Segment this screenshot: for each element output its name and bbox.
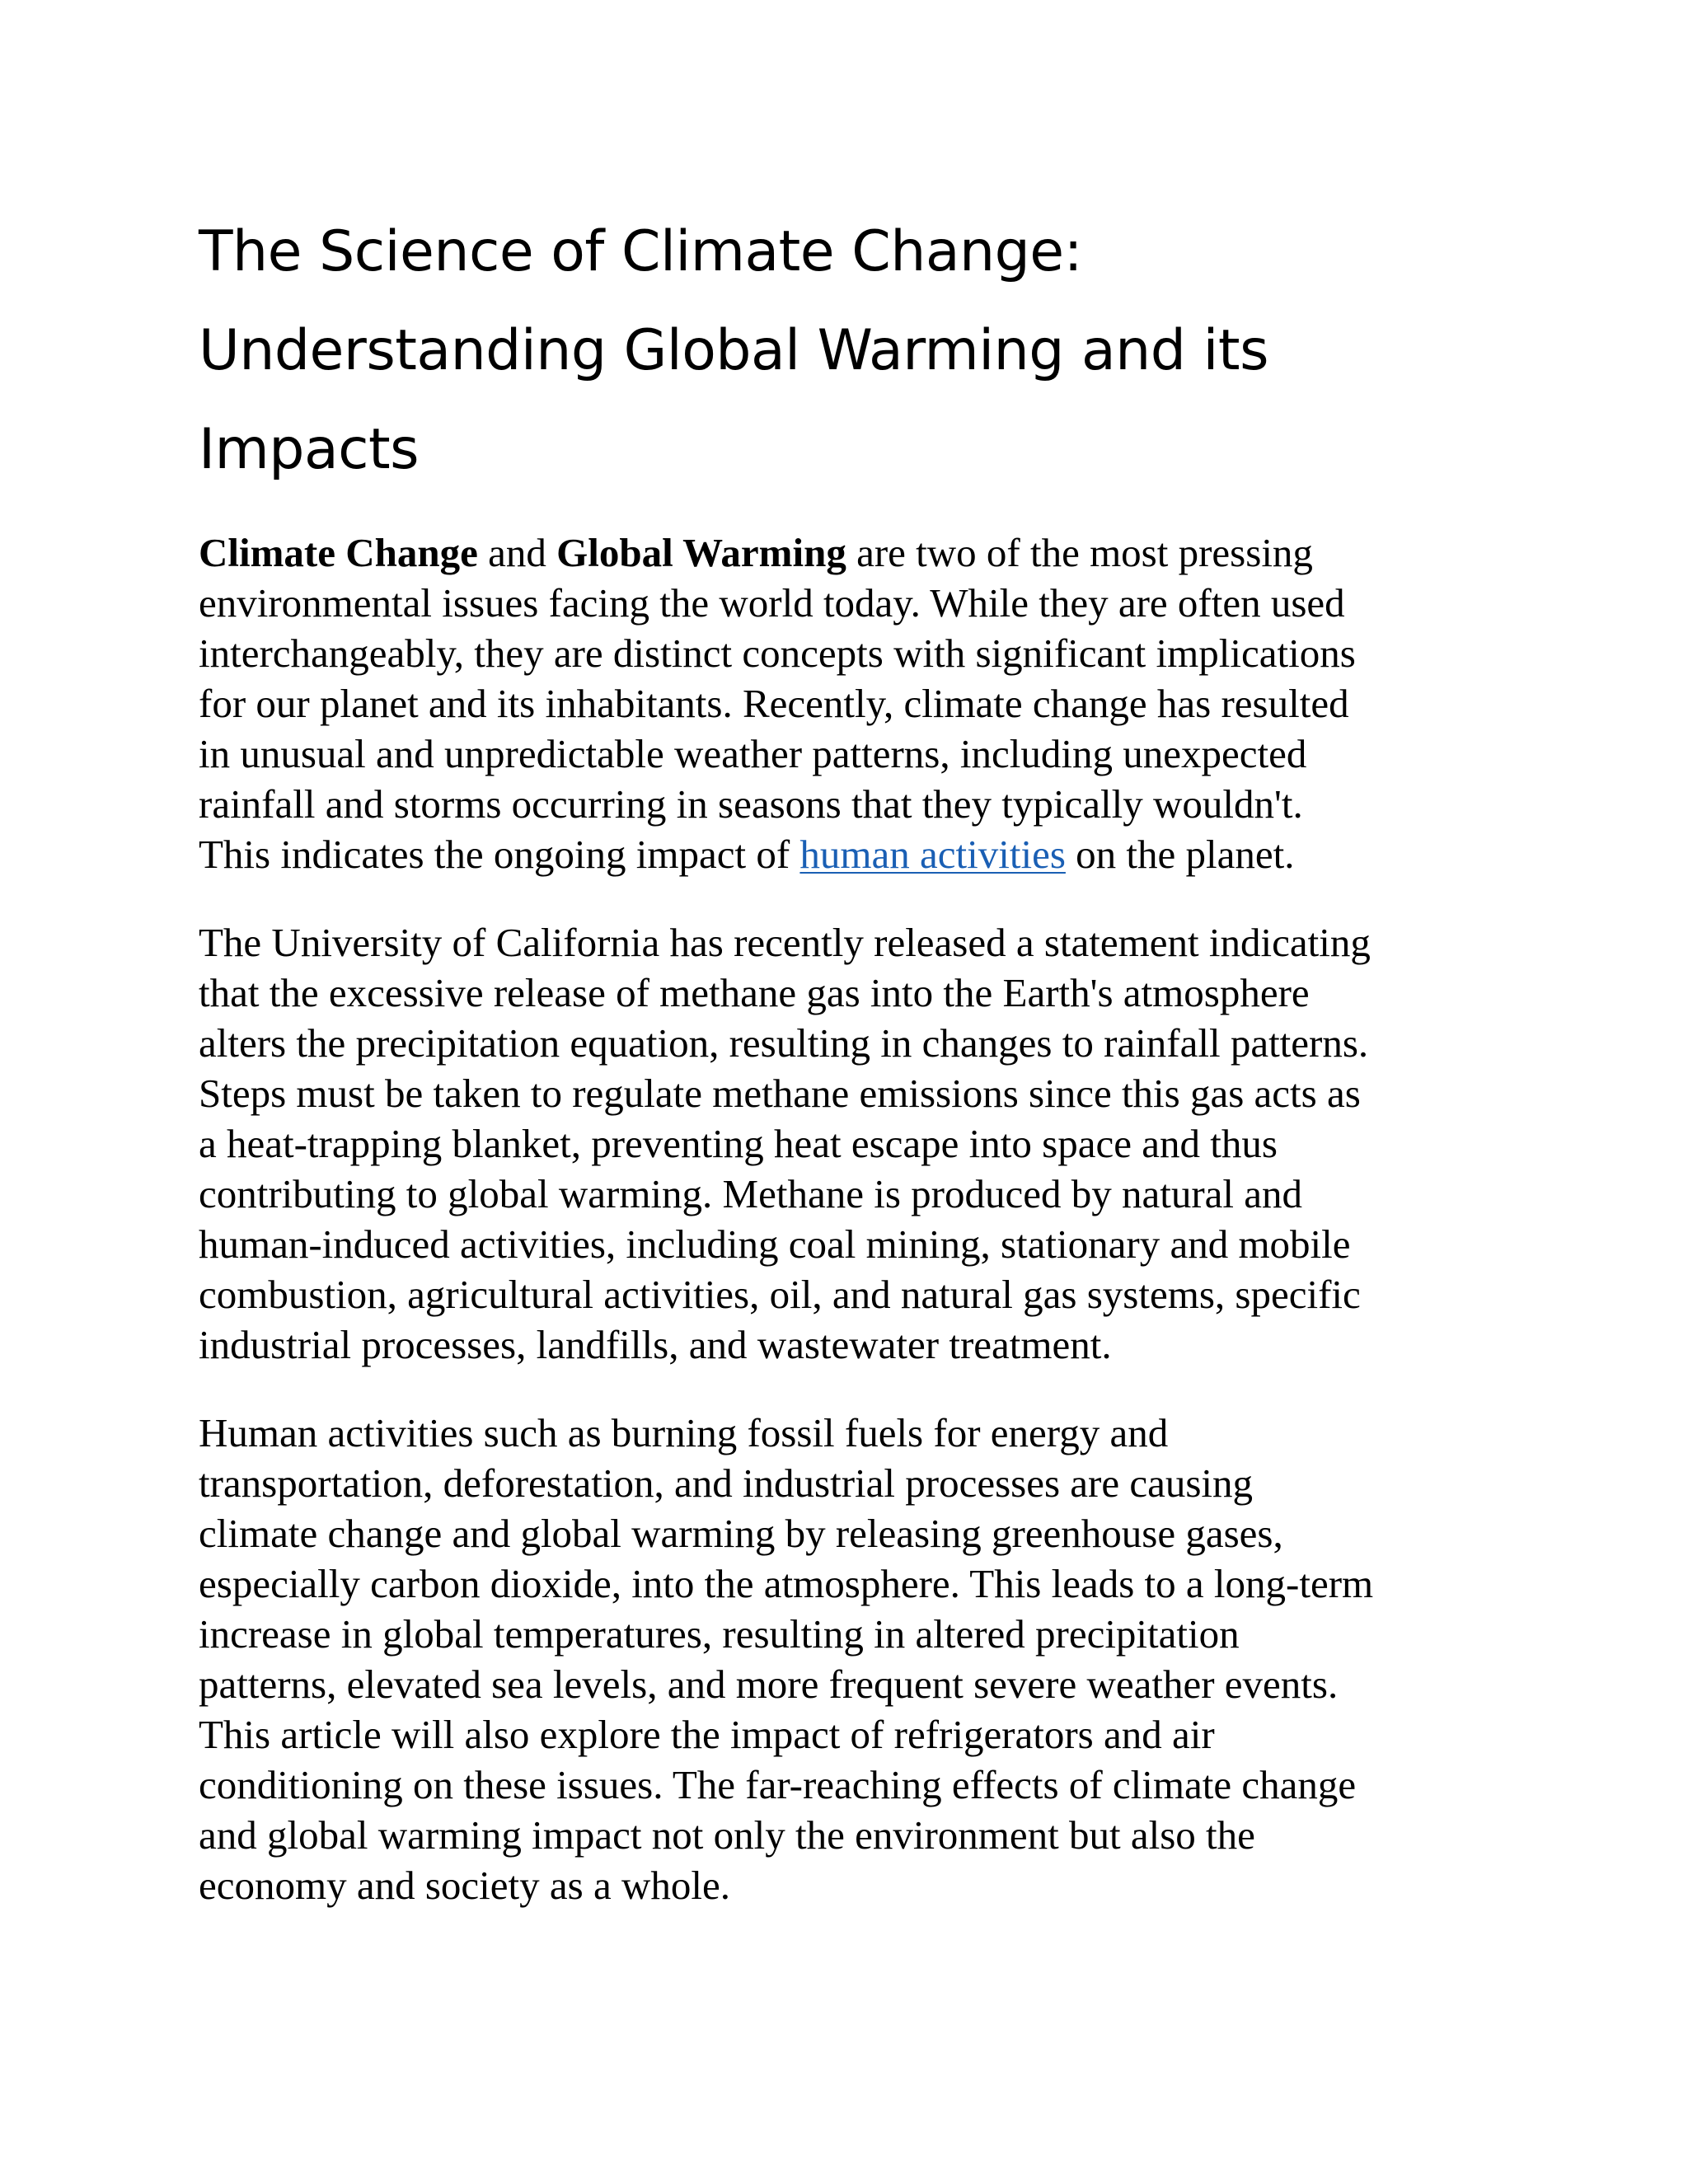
paragraph-line: patterns, elevated sea levels, and more frequent severe weather events. [199,1661,1339,1707]
paragraph-line: rainfall and storms occurring in seasons that they typically wouldn't. [199,781,1303,827]
paragraph-line [199,527,1501,578]
paragraph-line: that the excessive release of methane gas into the Earth's atmosphere [199,970,1310,1015]
paragraph-line: especially carbon dioxide, into the atmosphere. This leads to a long-term [199,1561,1374,1606]
term-global-warming: Global Warming [556,530,846,575]
paragraph-line: in unusual and unpredictable weather patterns, including unexpected [199,731,1307,776]
human-activities-link[interactable]: human activities [799,832,1066,877]
paragraph-line: human-induced activities, including coal mining, stationary and mobile [199,1221,1351,1267]
paragraph-line: interchangeably, they are distinct concepts with significant implications [199,630,1356,676]
paragraph-line: and global warming impact not only the environment but also the [199,1812,1255,1858]
paragraph-line: increase in global temperatures, resulting in altered precipitation [199,1611,1240,1657]
title-line: The Science of Climate Change: [199,219,1083,284]
paragraph-line: a heat-trapping blanket, preventing heat escape into space and thus [199,1121,1278,1166]
paragraph-line: The University of California has recently released a statement indicating [199,920,1371,965]
document-body [199,203,1501,1910]
line-suffix: on the planet. [1065,832,1295,877]
paragraph-line: combustion, agricultural activities, oil, and natural gas systems, specific [199,1272,1361,1317]
line-prefix: This indicates the ongoing impact of [199,832,800,877]
paragraph-line: industrial processes, landfills, and wastewater treatment. [199,1322,1112,1367]
paragraph-line: climate change and global warming by releasing greenhouse gases, [199,1511,1283,1556]
paragraph-line: This article will also explore the impact of refrigerators and air [199,1712,1215,1757]
intro-paragraph [199,527,1501,879]
paragraph-line: alters the precipitation equation, resulting in changes to rainfall patterns. [199,1020,1369,1066]
paragraph-line: conditioning on these issues. The far-reaching effects of climate change [199,1762,1357,1807]
paragraph-line: Human activities such as burning fossil fuels for energy and [199,1410,1169,1455]
line-rest: are two of the most pressing [846,530,1313,575]
title-line: Impacts [199,417,420,482]
paragraph-line [199,829,1501,879]
human-activities-paragraph [199,1408,1501,1910]
and-word: and [477,530,557,575]
paragraph-line: for our planet and its inhabitants. Recently, climate change has resulted [199,681,1349,726]
paragraph-line: transportation, deforestation, and industrial processes are causing [199,1460,1254,1506]
term-climate-change: Climate Change [199,530,478,575]
methane-paragraph [199,917,1501,1370]
paragraph-line: Steps must be taken to regulate methane emissions since this gas acts as [199,1071,1361,1116]
title-line: Understanding Global Warming and its [199,318,1269,383]
document-title [199,203,1501,499]
paragraph-line: economy and society as a whole. [199,1863,730,1908]
paragraph-line: contributing to global warming. Methane is produced by natural and [199,1171,1303,1216]
paragraph-line: environmental issues facing the world today. While they are often used [199,580,1345,626]
